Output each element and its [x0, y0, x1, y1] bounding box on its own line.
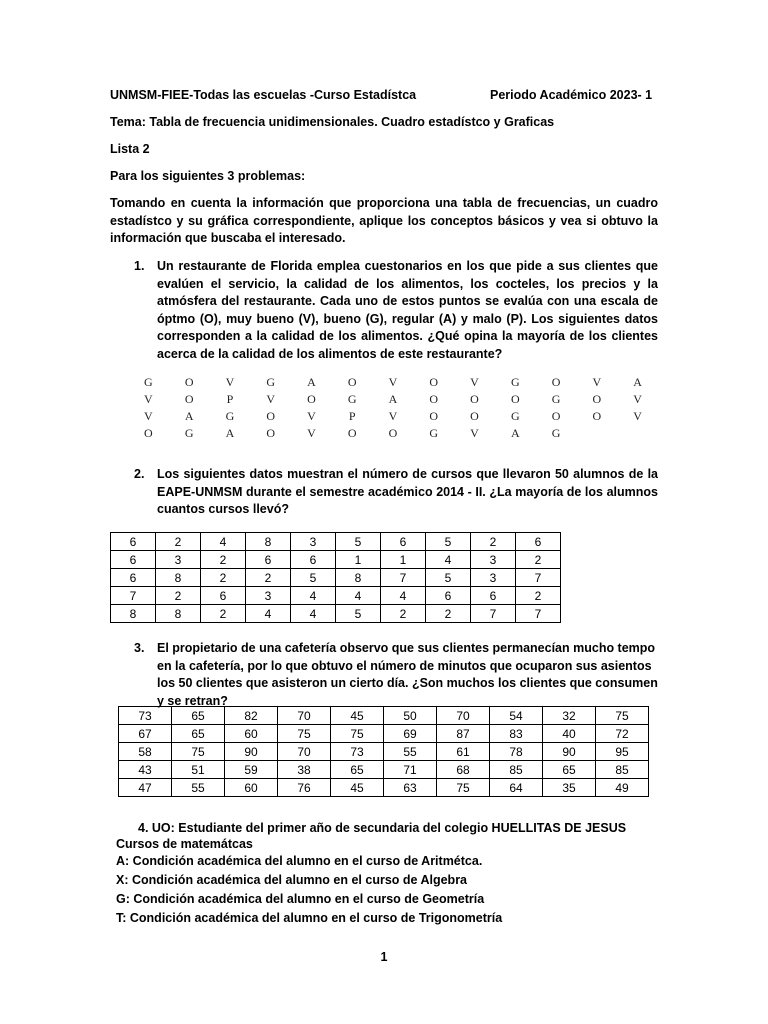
minutes-cell: 32 [543, 707, 596, 725]
minutes-cell: 72 [596, 725, 649, 743]
minutes-cell: 70 [278, 743, 331, 761]
minutes-cell: 43 [119, 761, 172, 779]
rating-letter: G [347, 392, 357, 406]
course-count-cell: 2 [246, 569, 291, 587]
course-count-cell: 7 [111, 587, 156, 605]
course-count-cell: 2 [156, 533, 201, 551]
ratings-grid [128, 375, 658, 443]
course-count-cell: 1 [336, 551, 381, 569]
course-count-cell: 2 [426, 605, 471, 623]
ratings-row [128, 392, 658, 409]
course-count-cell: 2 [516, 551, 561, 569]
rating-letter: O [592, 409, 602, 423]
minutes-cell: 87 [437, 725, 490, 743]
table-row [111, 605, 561, 623]
course-count-cell: 6 [111, 533, 156, 551]
minutes-cell: 71 [384, 761, 437, 779]
table-row [119, 761, 649, 779]
rating-letter: G [551, 392, 561, 406]
minutes-cell: 45 [331, 779, 384, 797]
section-4-item: G: Condición académica del alumno en el curso de Geometría [116, 892, 485, 906]
minutes-table [118, 706, 649, 797]
course-count-cell: 6 [111, 551, 156, 569]
minutes-cell: 54 [490, 707, 543, 725]
rating-letter: O [592, 392, 602, 406]
rating-letter: V [144, 392, 153, 406]
course-count-cell: 3 [471, 569, 516, 587]
course-count-cell: 5 [336, 533, 381, 551]
course-count-cell: 6 [516, 533, 561, 551]
course-count-cell: 8 [156, 569, 201, 587]
course-count-cell: 3 [156, 551, 201, 569]
rating-letter: O [266, 409, 276, 423]
minutes-cell: 85 [596, 761, 649, 779]
course-count-cell: 7 [471, 605, 516, 623]
problem-2-text: Los siguientes datos muestran el número de cursos que llevaron 50 alumnos de la EAPE-UNMSM durante el semestre académico 2014 - II. ¿La mayoría de los alumnos cuantos cursos llevó? [157, 467, 658, 516]
rating-letter: A [388, 392, 398, 406]
course-count-cell: 2 [201, 551, 246, 569]
rating-letter: O [266, 426, 276, 440]
table-row [119, 725, 649, 743]
section-4-subheading: Cursos de matemátcas [116, 837, 253, 851]
minutes-cell: 51 [172, 761, 225, 779]
course-count-cell: 5 [426, 533, 471, 551]
course-count-cell: 5 [291, 569, 336, 587]
rating-letter: V [144, 409, 153, 423]
minutes-cell: 95 [596, 743, 649, 761]
rating-letter: O [551, 375, 561, 389]
course-count-cell: 6 [291, 551, 336, 569]
minutes-cell: 75 [331, 725, 384, 743]
course-count-cell: 8 [111, 605, 156, 623]
minutes-cell: 69 [384, 725, 437, 743]
rating-letter: O [144, 426, 153, 440]
table-row [119, 743, 649, 761]
minutes-cell: 63 [384, 779, 437, 797]
rating-letter: G [266, 375, 276, 389]
course-count-cell: 8 [246, 533, 291, 551]
course-count-cell: 7 [381, 569, 426, 587]
rating-letter: O [429, 392, 439, 406]
minutes-cell: 73 [331, 743, 384, 761]
rating-letter: G [144, 375, 153, 389]
rating-letter: O [184, 392, 194, 406]
course-count-cell: 4 [426, 551, 471, 569]
table-row [111, 533, 561, 551]
section-4-heading: 4. UO: Estudiante del primer año de secundaria del colegio HUELLITAS DE JESUS [138, 821, 627, 835]
course-count-cell: 6 [426, 587, 471, 605]
problem-1-number: 1. [134, 259, 145, 273]
course-count-cell: 4 [381, 587, 426, 605]
table-row [119, 707, 649, 725]
rating-letter: O [388, 426, 398, 440]
course-count-cell: 4 [201, 533, 246, 551]
course-count-cell: 2 [516, 587, 561, 605]
problem-2-number: 2. [134, 467, 145, 481]
minutes-cell: 82 [225, 707, 278, 725]
rating-letter: V [266, 392, 276, 406]
rating-letter: O [551, 409, 561, 423]
rating-letter: V [307, 409, 316, 423]
minutes-cell: 85 [490, 761, 543, 779]
rating-letter: A [510, 426, 520, 440]
minutes-cell: 59 [225, 761, 278, 779]
minutes-cell: 75 [172, 743, 225, 761]
minutes-cell: 40 [543, 725, 596, 743]
ratings-row [128, 375, 658, 392]
rating-letter [617, 426, 658, 443]
rating-letter: P [348, 409, 356, 423]
rating-letter: V [388, 375, 398, 389]
header-period: Periodo Académico 2023- 1 [490, 88, 653, 102]
minutes-cell: 50 [384, 707, 437, 725]
rating-letter: O [470, 392, 479, 406]
rating-letter: O [307, 392, 316, 406]
rating-letter: G [184, 426, 194, 440]
course-count-cell: 6 [201, 587, 246, 605]
course-count-cell: 2 [381, 605, 426, 623]
rating-letter: P [226, 392, 234, 406]
courses-table [110, 532, 561, 623]
rating-letter: V [470, 375, 479, 389]
rating-letter: V [470, 426, 479, 440]
course-count-cell: 4 [246, 605, 291, 623]
rating-letter: V [307, 426, 316, 440]
list-label: Lista 2 [110, 142, 150, 156]
minutes-cell: 75 [278, 725, 331, 743]
rating-letter: A [184, 409, 194, 423]
minutes-cell: 38 [278, 761, 331, 779]
minutes-cell: 70 [437, 707, 490, 725]
minutes-cell: 55 [172, 779, 225, 797]
course-count-cell: 2 [471, 533, 516, 551]
rating-letter: A [633, 375, 642, 389]
minutes-cell: 68 [437, 761, 490, 779]
rating-letter: G [510, 375, 520, 389]
rating-letter: O [184, 375, 194, 389]
minutes-cell: 65 [172, 707, 225, 725]
course-count-cell: 2 [156, 587, 201, 605]
section-4-item: A: Condición académica del alumno en el curso de Aritmétca. [116, 854, 483, 868]
course-count-cell: 4 [291, 605, 336, 623]
topic-title: Tema: Tabla de frecuencia unidimensionales. Cuadro estadístco y Graficas [110, 115, 555, 129]
minutes-cell: 73 [119, 707, 172, 725]
rating-letter: A [307, 375, 316, 389]
rating-letter: G [225, 409, 235, 423]
course-count-cell: 8 [336, 569, 381, 587]
rating-letter: O [347, 426, 357, 440]
table-row [111, 587, 561, 605]
course-count-cell: 6 [381, 533, 426, 551]
table-row [111, 569, 561, 587]
ratings-row [128, 409, 658, 426]
rating-letter: V [633, 409, 642, 423]
course-count-cell: 4 [336, 587, 381, 605]
minutes-cell: 78 [490, 743, 543, 761]
intro-paragraph: Tomando en cuenta la información que proporciona una tabla de frecuencias, un cuadro estadístco y su gráfica correspondiente, aplique los conceptos básicos y vea si obtuvo la información que buscaba el interesado. [110, 196, 658, 245]
section-4-item: X: Condición académica del alumno en el curso de Algebra [116, 873, 468, 887]
minutes-cell: 35 [543, 779, 596, 797]
course-count-cell: 7 [516, 569, 561, 587]
rating-letter: G [551, 426, 561, 440]
ratings-row [128, 426, 658, 443]
rating-letter: V [388, 409, 398, 423]
minutes-cell: 55 [384, 743, 437, 761]
rating-letter: G [429, 426, 439, 440]
course-count-cell: 1 [381, 551, 426, 569]
rating-letter: V [633, 392, 642, 406]
minutes-cell: 60 [225, 725, 278, 743]
course-count-cell: 5 [426, 569, 471, 587]
rating-letter: A [225, 426, 235, 440]
minutes-cell: 65 [331, 761, 384, 779]
section-4-item: T: Condición académica del alumno en el curso de Trigonometría [116, 911, 503, 925]
problem-1-text: Un restaurante de Florida emplea cuestonarios en los que pide a sus clientes que evalúen el servicio, la calidad de los alimentos, los cocteles, los precios y la atmósfera del restaurante. Cada uno de estos puntos se evalúa con una escala de óptmo (O), muy bueno (V), bueno (G), regular (A) y malo (P). Los siguientes datos corresponden a la calidad de los alimentos. ¿Qué opina la mayoría de los clientes acerca de la calidad de los alimentos de este restaurante? [157, 259, 658, 361]
intro-heading: Para los siguientes 3 problemas: [110, 169, 306, 183]
minutes-cell: 45 [331, 707, 384, 725]
minutes-cell: 47 [119, 779, 172, 797]
rating-letter: O [429, 409, 439, 423]
course-count-cell: 6 [471, 587, 516, 605]
table-row [119, 779, 649, 797]
table-row [111, 551, 561, 569]
minutes-cell: 65 [543, 761, 596, 779]
minutes-cell: 61 [437, 743, 490, 761]
course-count-cell: 6 [246, 551, 291, 569]
minutes-cell: 67 [119, 725, 172, 743]
rating-letter: O [470, 409, 479, 423]
rating-letter: O [347, 375, 357, 389]
minutes-cell: 75 [437, 779, 490, 797]
page-number: 1 [380, 950, 388, 964]
minutes-cell: 76 [278, 779, 331, 797]
minutes-cell: 75 [596, 707, 649, 725]
minutes-cell: 60 [225, 779, 278, 797]
course-count-cell: 3 [246, 587, 291, 605]
minutes-cell: 70 [278, 707, 331, 725]
rating-letter: V [225, 375, 235, 389]
rating-letter: O [429, 375, 439, 389]
minutes-cell: 58 [119, 743, 172, 761]
minutes-cell: 83 [490, 725, 543, 743]
course-count-cell: 2 [201, 569, 246, 587]
minutes-cell: 65 [172, 725, 225, 743]
minutes-cell: 64 [490, 779, 543, 797]
rating-letter: G [510, 409, 520, 423]
course-count-cell: 3 [471, 551, 516, 569]
course-count-cell: 6 [111, 569, 156, 587]
course-count-cell: 8 [156, 605, 201, 623]
problem-3-number: 3. [134, 641, 145, 655]
rating-letter: O [510, 392, 520, 406]
course-count-cell: 7 [516, 605, 561, 623]
course-count-cell: 5 [336, 605, 381, 623]
minutes-cell: 90 [543, 743, 596, 761]
rating-letter: V [592, 375, 602, 389]
course-count-cell: 4 [291, 587, 336, 605]
problem-3-text: El propietario de una cafetería observo que sus clientes permanecían mucho tempo en la cafetería, por lo que obtuvo el número de minutos que ocuparon sus asientos los 50 clientes que asisteron un cierto día. ¿Son muchos los clientes que consumen y se retran? [157, 641, 658, 708]
minutes-cell: 90 [225, 743, 278, 761]
course-count-cell: 2 [201, 605, 246, 623]
rating-letter [576, 426, 617, 443]
minutes-cell: 49 [596, 779, 649, 797]
header-course: UNMSM-FIEE-Todas las escuelas -Curso Estadístca [110, 88, 417, 102]
course-count-cell: 3 [291, 533, 336, 551]
